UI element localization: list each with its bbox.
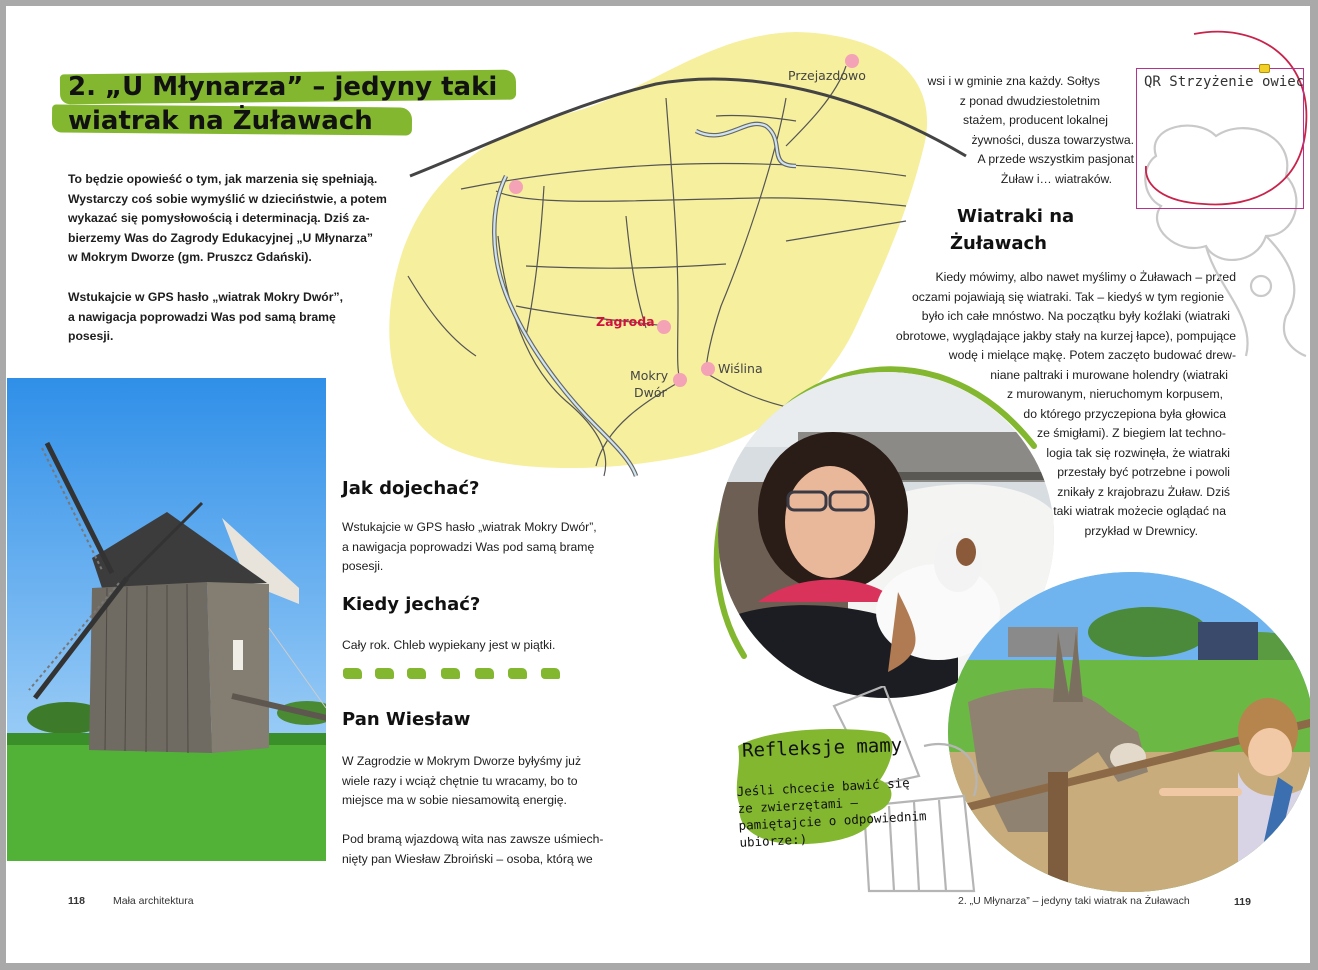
heading-pan-wieslaw: Pan Wiesław [342,709,471,730]
map-label-zagroda: Zagroda [596,314,655,329]
section-name: Mała architektura [113,895,194,907]
refleksje-text: Jeśli chcecie bawić się ze zwierzętami – pamiętajcie o odpowiednim ubiorze:) [736,774,927,850]
continued-text: wsi i w gminie zna każdy. Sołtys z ponad dwudziestoletnim stażem, producent lokalnej żywności, dusza towarzystwa. A przede wszystkim pasjonat Żuław i… wiatraków. [927,74,1134,186]
refleksje-title: Refleksje mamy [741,734,903,762]
title-line-1: 2. „U Młynarza” – jedyny taki [68,72,498,102]
dash-divider [375,668,394,679]
footer-chapter-title: 2. „U Młynarza” – jedyny taki wiatrak na Żuławach [958,895,1190,907]
wiatraki-text: Kiedy mówimy, albo nawet myślimy o Żuławach – przed oczami pojawiają się wiatraki. Tak – kiedyś w tym regionie było ich całe mnóstwo. Na początku były koźlaki (wiatraki obrotowe, wyglądające jakby stały na kurzej łapce), pompujące wodę i mielące mąkę. Potem zaczęto budować drew- niane paltraki i murowane holendry (wiatraki z murowanym, nieruchomym korpusem, do którego przyczepiona była głowica ze śmigłami). Z biegiem lat techno- logia tak się rozwinęła, że wiatraki przestały być potrzebne i powoli znikały z krajobrazu Żuław. Dziś taki wiatrak możecie oglądać na przykład w Drewnicy. [895,270,1236,538]
map-label-dwor: Dwór [634,385,667,400]
book-spread [6,6,1310,963]
page-number-right: 119 [1234,896,1251,908]
pan-wieslaw-text-2: Pod bramą wjazdową wita nas zawsze uśmiech- nięty pan Wiesław Zbroiński – osoba, którą we [342,832,604,866]
kiedy-jechac-text: Cały rok. Chleb wypiekany jest w piątki. [342,638,556,652]
heading-jak-dojechac: Jak dojechać? [342,478,480,499]
comment-icon[interactable] [1259,64,1270,73]
dash-divider [343,668,362,679]
title-line-2: wiatrak na Żuławach [68,106,373,136]
chapter-title [68,70,497,138]
dash-divider [407,668,426,679]
intro-paragraph: To będzie opowieść o tym, jak marzenia się spełniają. Wystarczy coś sobie wymyślić w dzieciństwie, a potem wykazać się pomysłowością i determinacją. Dziś za- bierzemy Was do Zagrody Edukacyjnej „U Młynarza” w Mokrym Dworze (gm. Pruszcz Gdański). [68,172,387,264]
dash-divider [508,668,527,679]
dash-divider [441,668,460,679]
map-pin [673,373,687,387]
intro-paragraph-2: Wstukajcie w GPS hasło „wiatrak Mokry Dwór”, a nawigacja poprowadzi Was pod samą bramę posesji. [68,290,343,343]
dash-divider [475,668,494,679]
map-label-przejazdowo: Przejazdowo [788,68,866,83]
map-pin [657,320,671,334]
map-pin [509,180,523,194]
dash-divider [541,668,560,679]
jak-dojechac-text: Wstukajcie w GPS hasło „wiatrak Mokry Dwór”, a nawigacja poprowadzi Was pod samą bramę posesji. [342,520,597,573]
pan-wieslaw-text-1: W Zagrodzie w Mokrym Dworze byłyśmy już wiele razy i wciąż chętnie tu wracamy, bo to miejsce ma w sobie niesamowitą energię. [342,754,582,807]
heading-wiatraki: Wiatraki na Żuławach [950,206,1075,254]
windmill-photo [7,378,326,861]
annotation-text: QR Strzyżenie owiec [1144,74,1305,90]
map-label-wislina: Wiślina [718,361,763,376]
map-pin [845,54,859,68]
heading-kiedy-jechac: Kiedy jechać? [342,594,481,615]
map-label-mokry: Mokry [630,368,669,383]
page-number-left: 118 [68,895,85,907]
